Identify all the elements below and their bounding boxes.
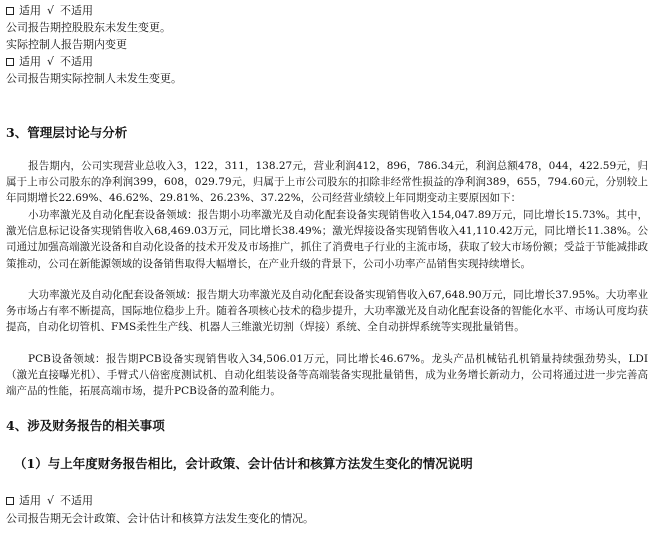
paragraph-high-power: [6, 287, 648, 336]
subsection-1-title: （1）与上年度财务报告相比，会计政策、会计估计和核算方法发生变化的情况说明: [14, 456, 473, 471]
check-mark: √: [47, 55, 55, 68]
apply-label: 适用: [19, 4, 41, 17]
not-apply-label: 不适用: [60, 4, 94, 17]
controller-change-heading: 实际控制人报告期内变更: [6, 38, 127, 51]
check-mark: √: [47, 494, 55, 507]
section-4-title: 4、涉及财务报告的相关事项: [6, 418, 165, 433]
checkbox-empty-icon: [6, 497, 14, 505]
applicability-row-1: [6, 4, 93, 18]
checkbox-empty-icon: [6, 7, 14, 15]
check-mark: √: [47, 4, 55, 17]
paragraph-text: 小功率激光及自动化配套设备领域：报告期小功率激光及自动化配套设备实现销售收入154,047.89万元，同比增长15.73%。其中，激光信息标记设备实现销售收入68,469.03万元，同比增长38.49%；激光焊接设备实现销售收入41,110.42万元，同比增长11.38%。公司通过加强高端激光设备和自动化设备的技术开发及市场推广，抓住了消费电子行业的主流市场，获取了较大市场份额；受益于节能减排政策推动，公司在新能源领域的设备销售取得大幅增长，在产业升级的背景下，公司小功率产品销售实现持续增长。: [6, 209, 648, 270]
apply-label: 适用: [19, 55, 41, 68]
applicability-row-2: [6, 55, 93, 69]
actual-controller-note: 公司报告期实际控制人未发生变更。: [6, 72, 182, 85]
section-3-title: 3、管理层讨论与分析: [6, 125, 128, 140]
paragraph-pcb: [6, 351, 648, 400]
paragraph-low-power: [6, 207, 648, 272]
apply-label: 适用: [19, 494, 41, 507]
paragraph-revenue-summary: [6, 158, 648, 207]
not-apply-label: 不适用: [60, 494, 94, 507]
paragraph-text: 大功率激光及自动化配套设备领域：报告期大功率激光及自动化配套设备实现销售收入67,648.90万元，同比增长37.95%。大功率业务市场占有率不断提高，国际地位稳步上升。随着各项核心技术的稳步提升，大功率激光及自动化配套设备的智能化水平、市场认可度均获提高，自动化切管机、FMS柔性生产线、机器人三维激光切割（焊接）系统、全自动拼焊系统等实现批量销售。: [6, 289, 648, 334]
paragraph-text: 报告期内，公司实现营业总收入3，122，311，138.27元，营业利润412，896，786.34元，利润总额478，044，422.59元，归属于上市公司股东的净利润399，608，029.79元，归属于上市公司股东的扣除非经常性损益的净利润389，655，794.60元，分别较上年同期增长22.69%、46.62%、29.81%、26.23%、37.22%，公司经营业绩较上年同期变动主要原因如下：: [6, 160, 648, 205]
accounting-policy-note: 公司报告期无会计政策、会计估计和核算方法发生变化的情况。: [6, 512, 314, 525]
applicability-row-3: [6, 494, 93, 508]
paragraph-text: PCB设备领域：报告期PCB设备实现销售收入34,506.01万元，同比增长46.67%。龙头产品机械钻孔机销量持续强劲势头，LDI（激光直接曝光机）、手臂式八倍密度测试机、自动化组装设备等高端装备实现批量销售，成为业务增长新动力，公司将通过进一步完善高端产品的性能，拓展高端市场，提升PCB设备的盈利能力。: [6, 353, 648, 398]
checkbox-empty-icon: [6, 58, 14, 66]
controlling-shareholder-note: 公司报告期控股股东未发生变更。: [6, 21, 171, 34]
not-apply-label: 不适用: [60, 55, 94, 68]
